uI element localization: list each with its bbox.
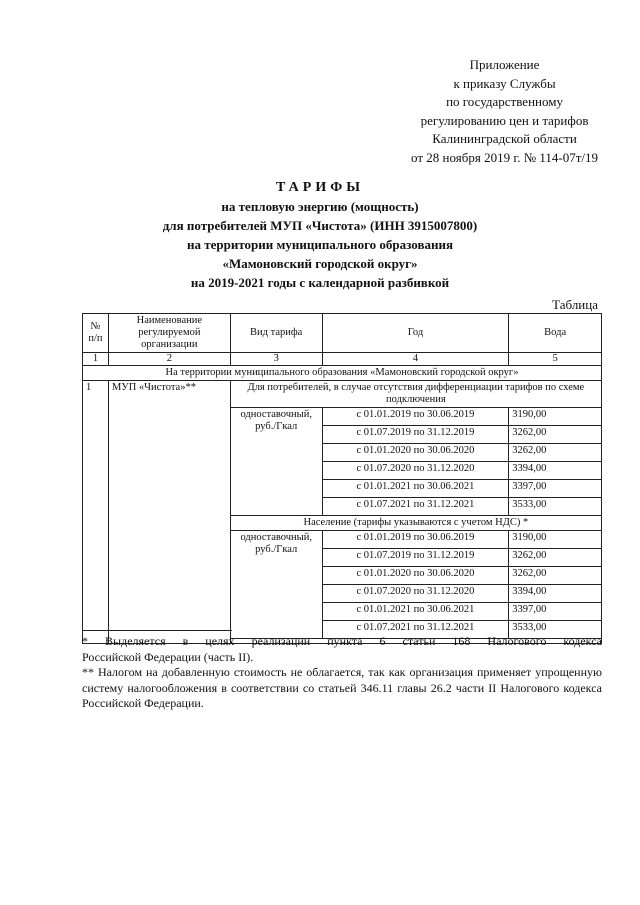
period-cell: с 01.07.2019 по 31.12.2019: [322, 549, 509, 567]
value-cell: 3262,00: [509, 444, 602, 462]
column-number-row: [83, 353, 602, 366]
footnote-2: ** Налогом на добавленную стоимость не облагается, так как организация применяет упрощенную систему налогообложения в соответствии со статьей 346.11 главы 26.2 части II Налогового кодекса Российской Федерации.: [82, 665, 602, 710]
value-cell: 3262,00: [509, 426, 602, 444]
period-cell: с 01.01.2019 по 30.06.2019: [322, 531, 509, 549]
value-cell: 3190,00: [509, 531, 602, 549]
period-cell: с 01.01.2021 по 30.06.2021: [322, 480, 509, 498]
column-number: 4: [322, 353, 509, 366]
territory-cell: На территории муниципального образования «Мамоновский городской округ»: [83, 366, 602, 381]
footnote-divider: [82, 630, 232, 631]
appendix-line: Приложение: [469, 57, 540, 72]
header-cell: Наименование регулируемой организации: [108, 314, 230, 353]
group-heading-row: [83, 381, 602, 408]
group-heading: Для потребителей, в случае отсутствия дифференциации тарифов по схеме подключения: [230, 381, 601, 408]
value-cell: 3397,00: [509, 480, 602, 498]
period-cell: с 01.01.2021 по 30.06.2021: [322, 603, 509, 621]
tariff-kind: одноставочный, руб./Гкал: [230, 408, 322, 516]
value-cell: 3394,00: [509, 585, 602, 603]
territory-row: [83, 366, 602, 381]
appendix-line: регулированию цен и тарифов: [420, 112, 589, 128]
value-cell: 3397,00: [509, 603, 602, 621]
row-number: 1: [83, 381, 109, 644]
table-header-row: [83, 314, 602, 353]
period-cell: с 01.07.2021 по 31.12.2021: [322, 498, 509, 516]
period-cell: с 01.07.2020 по 31.12.2020: [322, 462, 509, 480]
appendix-line: Калининградской области: [432, 131, 577, 146]
header-cell: Вид тарифа: [230, 314, 322, 353]
period-cell: с 01.01.2020 по 30.06.2020: [322, 444, 509, 462]
title-line: «Мамоновский городской округ»: [222, 256, 418, 271]
value-cell: 3262,00: [509, 567, 602, 585]
group-heading: Население (тарифы указываются с учетом НДС) *: [230, 516, 601, 531]
value-cell: 3190,00: [509, 408, 602, 426]
period-cell: с 01.07.2019 по 31.12.2019: [322, 426, 509, 444]
value-cell: 3394,00: [509, 462, 602, 480]
tariff-kind: одноставочный, руб./Гкал: [230, 531, 322, 639]
title-line: для потребителей МУП «Чистота» (ИНН 3915007800): [162, 218, 478, 233]
period-cell: с 01.07.2021 по 31.12.2021: [322, 621, 509, 639]
header-cell: Год: [322, 314, 509, 353]
column-number: 2: [108, 353, 230, 366]
appendix-line: по государственному: [446, 94, 563, 109]
organization-name: МУП «Чистота»**: [108, 381, 230, 644]
footnote-1-first-line: * Выделяется в целях реализации пункта 6 статьи 168 Налогового кодекса: [82, 634, 602, 648]
appendix-line: от 28 ноября 2019 г. № 114-07т/19: [411, 149, 598, 165]
value-cell: 3533,00: [509, 498, 602, 516]
table-caption: Таблица: [552, 297, 598, 312]
column-number: 5: [509, 353, 602, 366]
period-cell: с 01.01.2019 по 30.06.2019: [322, 408, 509, 426]
title-line: на территории муниципального образования: [186, 237, 454, 252]
column-number: 1: [83, 353, 109, 366]
value-cell: 3533,00: [509, 621, 602, 639]
footnotes: [82, 630, 602, 712]
title-main: ТАРИФЫ: [276, 180, 364, 195]
document-title: [0, 178, 640, 292]
appendix-line: к приказу Службы: [453, 75, 556, 91]
period-cell: с 01.07.2020 по 31.12.2020: [322, 585, 509, 603]
header-cell: № п/п: [83, 314, 109, 353]
value-cell: 3262,00: [509, 549, 602, 567]
tariff-table: [82, 313, 602, 644]
column-number: 3: [230, 353, 322, 366]
period-cell: с 01.01.2020 по 30.06.2020: [322, 567, 509, 585]
title-line: на тепловую энергию (мощность): [221, 199, 419, 214]
title-line: на 2019-2021 годы с календарной разбивкой: [190, 275, 450, 290]
footnote-1-rest: Российской Федерации (часть II).: [82, 649, 254, 664]
appendix-block: [411, 56, 598, 167]
header-cell: Вода: [509, 314, 602, 353]
